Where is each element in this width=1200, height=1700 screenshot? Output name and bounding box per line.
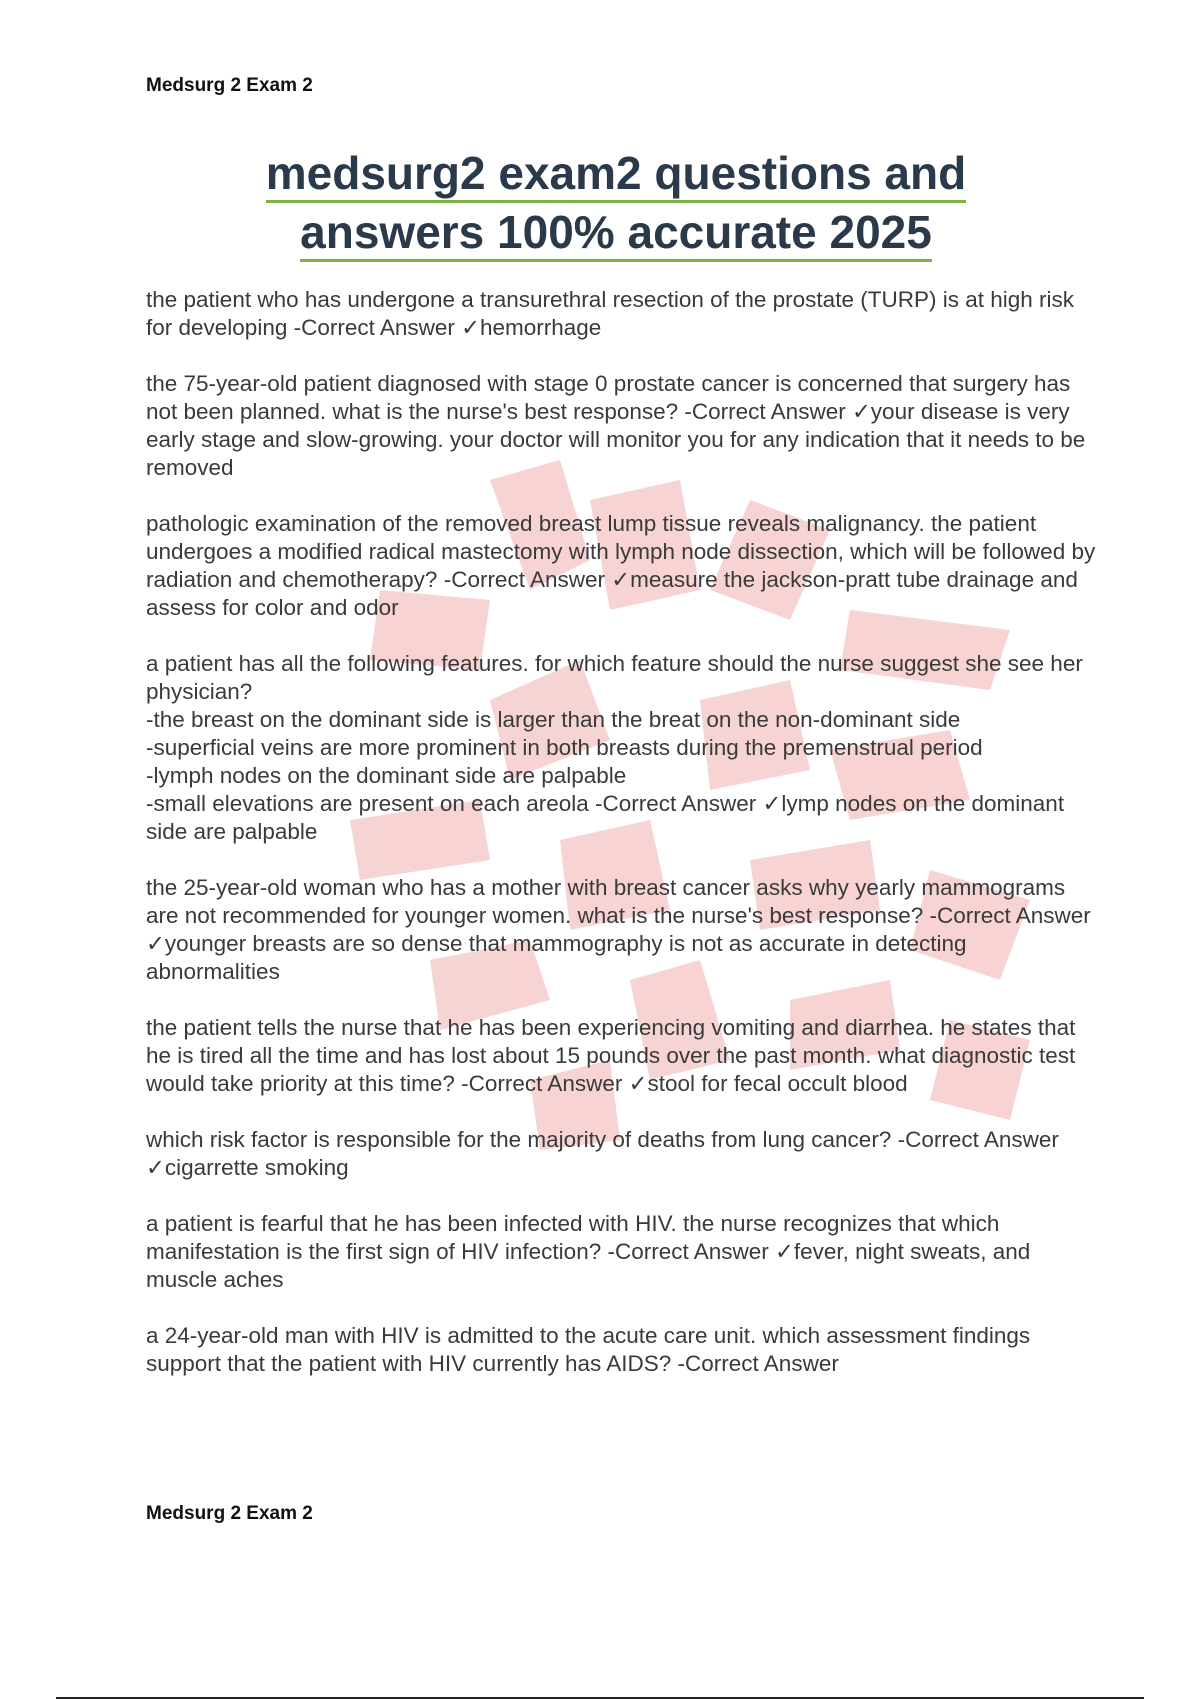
title-line-2: answers 100% accurate 2025 [300, 205, 932, 262]
qa-entry-2: the 75-year-old patient diagnosed with stage 0 prostate cancer is concerned that surgery has not been planned. what is the nurse's best response? -Correct Answer ✓your disease is very early stage and slow-growing. your doctor will monitor you for any indication that it needs to be removed [146, 371, 1092, 480]
title-line-1: medsurg2 exam2 questions and [266, 146, 966, 203]
document-title [146, 146, 1086, 264]
qa-entry-5: the 25-year-old woman who has a mother with breast cancer asks why yearly mammograms are not recommended for younger women. what is the nurse's best response? -Correct Answer ✓younger breasts are so dense that mammography is not as accurate in detecting abnormalities [146, 875, 1098, 984]
qa-entry-1: the patient who has undergone a transurethral resection of the prostate (TURP) is at high risk for developing -Correct Answer ✓hemorrhage [146, 287, 1081, 340]
page-divider [56, 1697, 1144, 1699]
qa-list [146, 286, 1102, 1406]
qa-entry-3: pathologic examination of the removed breast lump tissue reveals malignancy. the patient undergoes a modified radical mastectomy with lymph node dissection, which will be followed by radiation and chemotherapy? -Correct Answer ✓measure the jackson-pratt tube drainage and assess for color and odor [146, 511, 1102, 620]
qa-entry-4: a patient has all the following features. for which feature should the nurse suggest she see her physician? -the breast on the dominant side is larger than the breat on the non-dominant side -superficial veins are more prominent in both breasts during the premenstrual period -lymph nodes on the dominant side are palpable -small elevations are present on each areola -Correct Answer ✓lymp nodes on the dominant side are palpable [146, 651, 1083, 844]
qa-entry-6: the patient tells the nurse that he has been experiencing vomiting and diarrhea. he states that he is tired all the time and has lost about 15 pounds over the past month. what diagnostic test would take priority at this time? -Correct Answer ✓stool for fecal occult blood [146, 1015, 1082, 1096]
qa-entry-7: which risk factor is responsible for the majority of deaths from lung cancer? -Correct Answer ✓cigarrette smoking [146, 1127, 1066, 1180]
running-header: Medsurg 2 Exam 2 [146, 75, 313, 96]
qa-entry-8: a patient is fearful that he has been infected with HIV. the nurse recognizes that which manifestation is the first sign of HIV infection? -Correct Answer ✓fever, night sweats, and muscle aches [146, 1211, 1037, 1292]
running-footer: Medsurg 2 Exam 2 [146, 1503, 313, 1524]
qa-entry-9: a 24-year-old man with HIV is admitted to the acute care unit. which assessment findings support that the patient with HIV currently has AIDS? -Correct Answer [146, 1323, 1037, 1376]
